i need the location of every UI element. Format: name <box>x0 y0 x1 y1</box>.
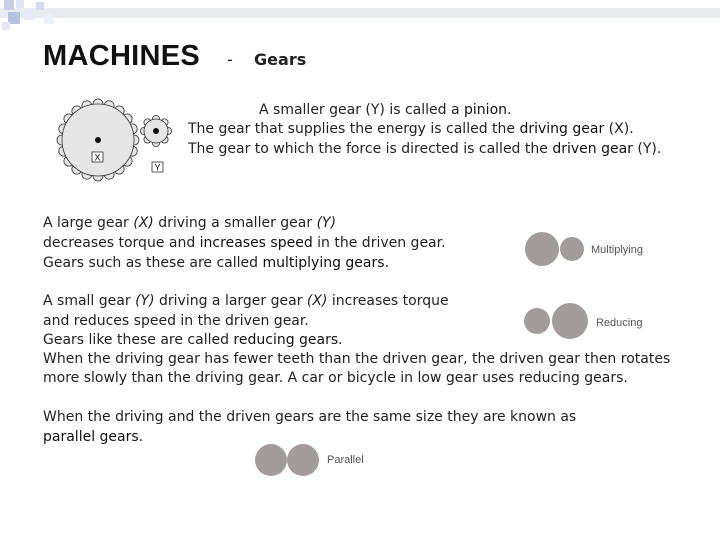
term-reducing-gears: reducing gears <box>233 332 339 348</box>
page-subtitle: Gears <box>254 50 307 69</box>
title-separator: - <box>227 50 233 69</box>
definition-pinion <box>259 101 511 120</box>
term-pinion: pinion <box>464 102 508 118</box>
term-driven-gear: driven gear <box>552 141 633 157</box>
multiplying-line-2 <box>43 234 446 253</box>
label-y: (Y) <box>316 215 337 231</box>
multiplying-text: decreases torque and <box>43 235 200 251</box>
parallel-text: . <box>138 429 144 445</box>
parallel-gear-left <box>255 444 287 476</box>
definition-driven-end: (Y). <box>632 141 662 157</box>
gear-pair-figure <box>52 92 172 184</box>
reducing-text: . <box>338 332 343 348</box>
multiplying-small-gear <box>560 237 584 261</box>
multiplying-line-3 <box>43 254 389 273</box>
term-parallel-gears: parallel gears <box>43 429 139 445</box>
reducing-text: increases torque <box>327 293 449 309</box>
reducing-diagram <box>522 301 642 341</box>
gear-label-y: Y <box>154 162 161 173</box>
definition-driven-text: The gear to which the force is directed is called the <box>188 141 553 157</box>
large-gear-axle <box>95 137 101 143</box>
term-driving-gear: driving gear <box>519 121 605 137</box>
page-title: MACHINES <box>43 40 201 72</box>
gear-label-x: X <box>94 152 101 163</box>
reducing-line-3 <box>43 331 343 350</box>
reducing-line-5: more slowly than the driving gear. A car or bicycle in low gear uses reducing gears. <box>43 370 628 386</box>
reducing-small-gear <box>524 308 550 334</box>
term-increases-speed: increases speed <box>199 235 313 251</box>
corner-decoration <box>0 0 720 30</box>
multiplying-text: Gears such as these are called <box>43 255 263 271</box>
label-y: (Y) <box>135 293 155 309</box>
multiplying-text: . <box>384 255 390 271</box>
multiplying-large-gear <box>525 232 559 266</box>
reducing-diagram-label: Reducing <box>596 317 642 329</box>
reducing-text: Gears like these are called <box>43 332 234 348</box>
reducing-text: A small gear <box>43 293 136 309</box>
reducing-large-gear <box>552 303 588 339</box>
multiplying-text: in the driven gear. <box>312 235 446 251</box>
definition-driving-end: (X). <box>604 121 634 137</box>
definition-driven-gear <box>188 140 661 159</box>
definition-pinion-text: A smaller gear (Y) is called a <box>259 102 465 118</box>
title-row <box>43 40 306 73</box>
multiplying-diagram <box>523 230 643 270</box>
reducing-line-2: and reduces speed in the driven gear. <box>43 313 309 329</box>
small-gear-axle <box>153 128 159 134</box>
reducing-text: driving a larger gear <box>154 293 307 309</box>
multiplying-diagram-label: Multiplying <box>591 244 643 256</box>
multiplying-line-1 <box>43 214 336 233</box>
label-x: (X) <box>133 215 154 231</box>
parallel-diagram-label: Parallel <box>327 454 364 466</box>
multiplying-text: A large gear <box>43 215 134 231</box>
definition-driving-text: The gear that supplies the energy is called the <box>188 121 520 137</box>
parallel-gear-right <box>287 444 319 476</box>
parallel-diagram <box>254 441 384 481</box>
reducing-line-4: When the driving gear has fewer teeth than the driven gear, the driven gear then rotates <box>43 351 671 367</box>
label-x: (X) <box>306 293 328 309</box>
multiplying-text: driving a smaller gear <box>153 215 317 231</box>
definition-driving-gear <box>188 120 634 139</box>
definition-pinion-end: . <box>507 102 512 118</box>
term-multiplying-gears: multiplying gears <box>262 255 385 271</box>
parallel-line-1: When the driving and the driven gears are the same size they are known as <box>43 409 577 425</box>
reducing-line-1 <box>43 292 449 311</box>
parallel-line-2 <box>43 428 143 447</box>
